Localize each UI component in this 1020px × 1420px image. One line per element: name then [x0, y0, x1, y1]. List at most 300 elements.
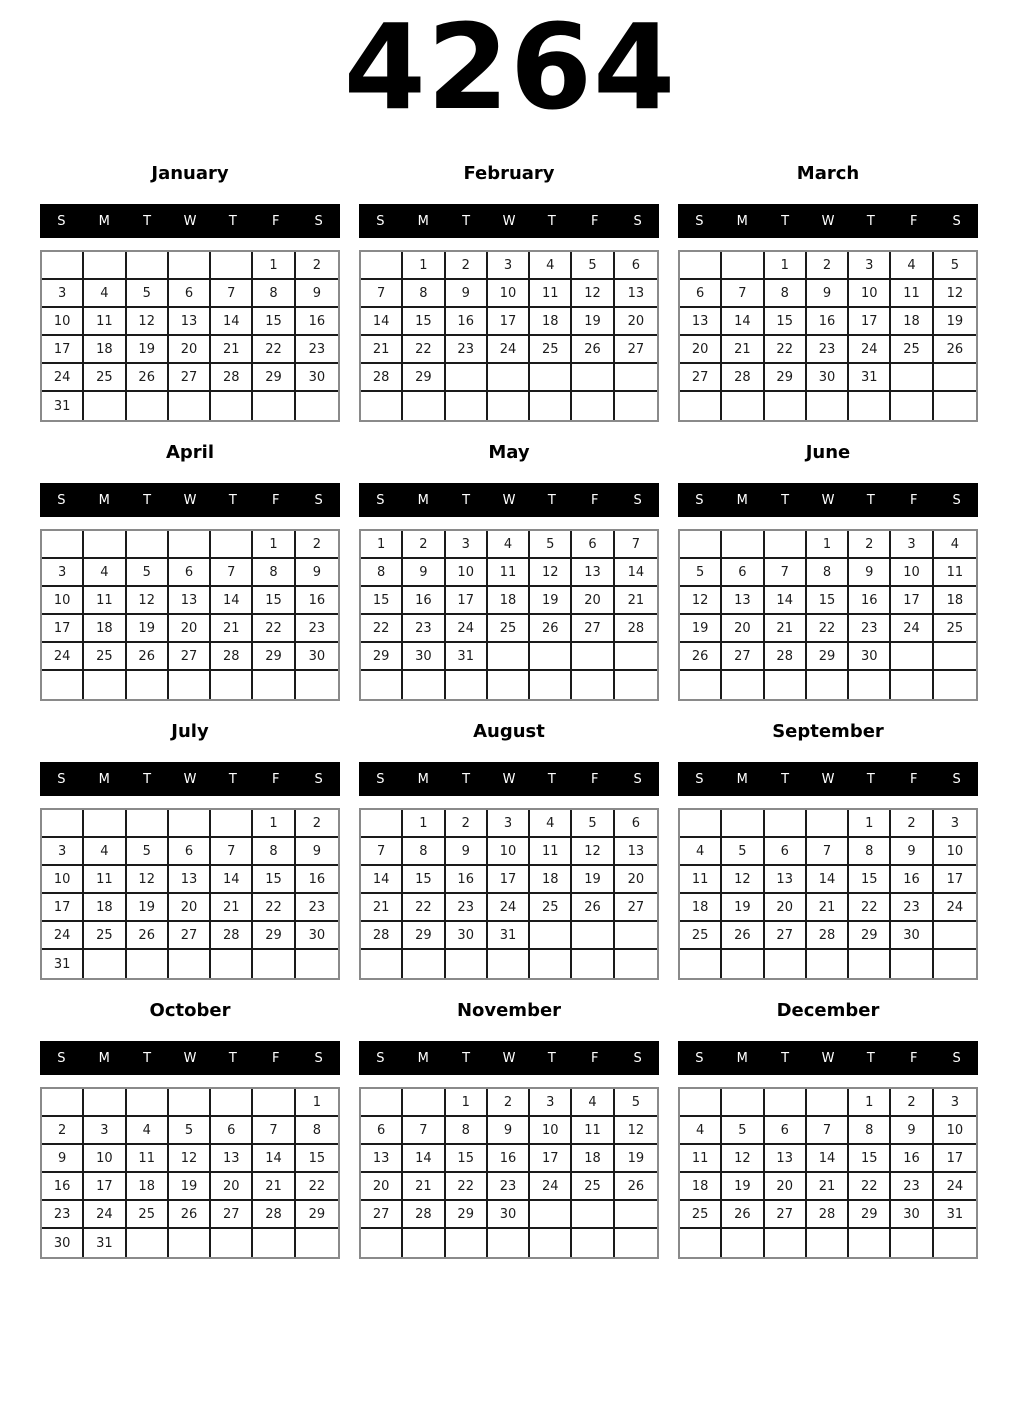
day-cell: 16	[296, 587, 338, 615]
day-cell: 9	[807, 280, 849, 308]
day-cell: 6	[765, 838, 807, 866]
day-cell: 28	[765, 643, 807, 671]
day-of-week-header	[40, 1041, 340, 1075]
empty-day-cell	[615, 1201, 657, 1229]
day-cell: 14	[211, 866, 253, 894]
empty-day-cell	[84, 810, 126, 838]
day-cell: 5	[127, 838, 169, 866]
month-block	[678, 710, 978, 980]
day-cell: 10	[934, 838, 976, 866]
day-cell: 11	[572, 1117, 614, 1145]
day-cell: 25	[84, 364, 126, 392]
day-cell: 11	[84, 866, 126, 894]
day-cell: 17	[84, 1173, 126, 1201]
day-cell: 30	[891, 1201, 933, 1229]
day-cell: 8	[765, 280, 807, 308]
empty-day-cell	[807, 1089, 849, 1117]
day-cell: 27	[615, 894, 657, 922]
day-cell: 26	[722, 922, 764, 950]
day-of-week-label: S	[695, 771, 704, 787]
day-cell: 12	[615, 1117, 657, 1145]
day-of-week-label: S	[952, 213, 961, 229]
day-cell: 24	[84, 1201, 126, 1229]
empty-day-cell	[572, 922, 614, 950]
day-cell: 12	[127, 587, 169, 615]
empty-day-cell	[934, 364, 976, 392]
day-cell: 18	[84, 615, 126, 643]
day-cell: 10	[934, 1117, 976, 1145]
empty-day-cell	[530, 643, 572, 671]
day-of-week-label: W	[183, 771, 197, 787]
day-cell: 31	[849, 364, 891, 392]
empty-day-cell	[934, 643, 976, 671]
day-cell: 3	[42, 280, 84, 308]
day-cell: 19	[680, 615, 722, 643]
day-cell: 9	[403, 559, 445, 587]
day-cell: 7	[403, 1117, 445, 1145]
empty-day-cell	[127, 392, 169, 420]
day-cell: 9	[296, 559, 338, 587]
day-cell: 15	[253, 587, 295, 615]
day-cell: 4	[572, 1089, 614, 1117]
month-block	[359, 431, 659, 701]
empty-day-cell	[849, 671, 891, 699]
day-of-week-label: W	[821, 492, 835, 508]
day-cell: 30	[296, 922, 338, 950]
month-block	[678, 431, 978, 701]
empty-day-cell	[680, 392, 722, 420]
day-cell: 29	[849, 922, 891, 950]
empty-day-cell	[296, 950, 338, 978]
empty-day-cell	[253, 1089, 295, 1117]
empty-day-cell	[765, 671, 807, 699]
day-cell: 24	[891, 615, 933, 643]
day-of-week-label: S	[314, 771, 323, 787]
empty-day-cell	[169, 950, 211, 978]
day-cell: 27	[722, 643, 764, 671]
day-cell: 21	[765, 615, 807, 643]
day-cell: 30	[296, 643, 338, 671]
day-cell: 15	[446, 1145, 488, 1173]
day-cell: 29	[296, 1201, 338, 1229]
day-cell: 14	[361, 866, 403, 894]
day-of-week-label: T	[143, 1050, 152, 1066]
day-of-week-label: S	[695, 1050, 704, 1066]
day-cell: 12	[680, 587, 722, 615]
day-cell: 21	[403, 1173, 445, 1201]
day-cell: 18	[84, 336, 126, 364]
day-cell: 25	[934, 615, 976, 643]
day-of-week-label: S	[633, 492, 642, 508]
empty-day-cell	[42, 1089, 84, 1117]
month-days-grid	[678, 529, 978, 701]
day-cell: 11	[530, 280, 572, 308]
day-cell: 27	[169, 922, 211, 950]
day-cell: 7	[361, 838, 403, 866]
empty-day-cell	[361, 950, 403, 978]
day-cell: 4	[127, 1117, 169, 1145]
month-title: December	[776, 999, 880, 1021]
year-title: 4264	[343, 0, 677, 136]
empty-day-cell	[891, 364, 933, 392]
day-cell: 24	[42, 364, 84, 392]
day-cell: 1	[403, 252, 445, 280]
day-of-week-label: S	[57, 1050, 66, 1066]
day-cell: 31	[42, 950, 84, 978]
day-cell: 20	[722, 615, 764, 643]
day-of-week-label: F	[909, 492, 918, 508]
day-cell: 14	[403, 1145, 445, 1173]
month-block	[678, 152, 978, 422]
day-of-week-label: T	[866, 213, 875, 229]
day-cell: 17	[42, 894, 84, 922]
day-of-week-label: T	[781, 771, 790, 787]
empty-day-cell	[530, 950, 572, 978]
empty-day-cell	[722, 950, 764, 978]
day-cell: 29	[446, 1201, 488, 1229]
day-cell: 24	[488, 336, 530, 364]
day-cell: 11	[934, 559, 976, 587]
day-cell: 1	[765, 252, 807, 280]
empty-day-cell	[361, 810, 403, 838]
day-cell: 12	[572, 280, 614, 308]
day-cell: 2	[891, 1089, 933, 1117]
day-cell: 13	[211, 1145, 253, 1173]
empty-day-cell	[488, 950, 530, 978]
day-of-week-label: T	[547, 771, 556, 787]
empty-day-cell	[530, 671, 572, 699]
day-cell: 20	[169, 894, 211, 922]
day-cell: 23	[807, 336, 849, 364]
empty-day-cell	[127, 950, 169, 978]
month-title: April	[165, 441, 215, 463]
day-cell: 18	[891, 308, 933, 336]
day-cell: 23	[403, 615, 445, 643]
day-cell: 31	[488, 922, 530, 950]
day-cell: 18	[680, 894, 722, 922]
day-cell: 10	[488, 838, 530, 866]
day-cell: 12	[127, 866, 169, 894]
day-cell: 23	[891, 1173, 933, 1201]
day-cell: 27	[765, 1201, 807, 1229]
day-cell: 16	[296, 866, 338, 894]
empty-day-cell	[403, 392, 445, 420]
day-cell: 14	[807, 1145, 849, 1173]
day-cell: 4	[530, 252, 572, 280]
day-cell: 14	[211, 587, 253, 615]
month-block	[40, 431, 340, 701]
day-cell: 11	[891, 280, 933, 308]
month-days-grid	[359, 529, 659, 701]
day-cell: 6	[211, 1117, 253, 1145]
day-cell: 15	[361, 587, 403, 615]
empty-day-cell	[169, 671, 211, 699]
empty-day-cell	[296, 671, 338, 699]
day-of-week-label: T	[462, 771, 471, 787]
day-of-week-label: T	[462, 1050, 471, 1066]
day-cell: 6	[169, 559, 211, 587]
day-of-week-label: F	[271, 771, 280, 787]
day-cell: 24	[42, 922, 84, 950]
day-cell: 4	[680, 838, 722, 866]
day-cell: 26	[127, 364, 169, 392]
month-title: March	[796, 162, 860, 184]
month-title: August	[473, 720, 545, 742]
day-cell: 29	[253, 364, 295, 392]
empty-day-cell	[127, 671, 169, 699]
day-cell: 8	[361, 559, 403, 587]
day-cell: 18	[680, 1173, 722, 1201]
day-of-week-label: T	[547, 492, 556, 508]
day-cell: 29	[849, 1201, 891, 1229]
empty-day-cell	[530, 1201, 572, 1229]
day-cell: 21	[615, 587, 657, 615]
day-of-week-label: W	[821, 213, 835, 229]
day-cell: 27	[169, 643, 211, 671]
day-of-week-label: M	[98, 213, 110, 229]
day-of-week-label: S	[633, 771, 642, 787]
day-cell: 21	[211, 336, 253, 364]
day-of-week-label: T	[228, 771, 237, 787]
day-cell: 28	[807, 1201, 849, 1229]
month-block	[40, 710, 340, 980]
day-cell: 2	[296, 252, 338, 280]
empty-day-cell	[530, 364, 572, 392]
day-of-week-label: T	[228, 1050, 237, 1066]
empty-day-cell	[765, 1089, 807, 1117]
empty-day-cell	[361, 1089, 403, 1117]
day-cell: 4	[680, 1117, 722, 1145]
day-cell: 7	[765, 559, 807, 587]
day-of-week-label: T	[143, 213, 152, 229]
empty-day-cell	[253, 1229, 295, 1257]
day-cell: 17	[934, 1145, 976, 1173]
day-cell: 17	[42, 336, 84, 364]
day-of-week-label: W	[502, 771, 516, 787]
empty-day-cell	[84, 392, 126, 420]
day-of-week-label: T	[462, 213, 471, 229]
day-cell: 17	[488, 866, 530, 894]
day-of-week-label: M	[417, 771, 429, 787]
month-title: September	[772, 720, 884, 742]
month-days-grid	[359, 250, 659, 422]
day-cell: 24	[488, 894, 530, 922]
day-of-week-label: S	[57, 771, 66, 787]
day-cell: 9	[42, 1145, 84, 1173]
day-cell: 17	[530, 1145, 572, 1173]
day-cell: 1	[253, 531, 295, 559]
day-cell: 29	[765, 364, 807, 392]
day-cell: 31	[42, 392, 84, 420]
day-cell: 29	[253, 922, 295, 950]
day-cell: 20	[361, 1173, 403, 1201]
empty-day-cell	[765, 1229, 807, 1257]
empty-day-cell	[891, 1229, 933, 1257]
empty-day-cell	[127, 252, 169, 280]
month-title: January	[151, 162, 229, 184]
day-of-week-label: S	[952, 771, 961, 787]
day-cell: 23	[296, 615, 338, 643]
day-cell: 15	[849, 1145, 891, 1173]
day-cell: 23	[42, 1201, 84, 1229]
day-cell: 11	[530, 838, 572, 866]
empty-day-cell	[530, 1229, 572, 1257]
day-cell: 29	[361, 643, 403, 671]
day-of-week-label: S	[314, 213, 323, 229]
day-cell: 6	[169, 280, 211, 308]
day-cell: 27	[572, 615, 614, 643]
day-cell: 27	[169, 364, 211, 392]
day-of-week-label: M	[736, 213, 748, 229]
day-cell: 16	[488, 1145, 530, 1173]
empty-day-cell	[488, 392, 530, 420]
day-cell: 5	[127, 559, 169, 587]
day-of-week-label: F	[909, 1050, 918, 1066]
month-days-grid	[40, 808, 340, 980]
day-cell: 20	[572, 587, 614, 615]
day-cell: 2	[891, 810, 933, 838]
empty-day-cell	[722, 1229, 764, 1257]
day-cell: 10	[488, 280, 530, 308]
empty-day-cell	[361, 392, 403, 420]
day-of-week-label: S	[695, 213, 704, 229]
day-cell: 9	[849, 559, 891, 587]
day-cell: 17	[42, 615, 84, 643]
day-cell: 21	[211, 894, 253, 922]
empty-day-cell	[849, 392, 891, 420]
day-cell: 29	[403, 364, 445, 392]
day-cell: 3	[84, 1117, 126, 1145]
month-days-grid	[40, 529, 340, 701]
day-of-week-label: F	[271, 492, 280, 508]
empty-day-cell	[211, 1229, 253, 1257]
empty-day-cell	[361, 671, 403, 699]
day-of-week-label: T	[228, 492, 237, 508]
day-cell: 8	[807, 559, 849, 587]
day-of-week-label: W	[821, 771, 835, 787]
month-block	[359, 710, 659, 980]
day-cell: 15	[849, 866, 891, 894]
day-cell: 16	[446, 866, 488, 894]
day-of-week-label: M	[98, 1050, 110, 1066]
month-block	[359, 989, 659, 1259]
empty-day-cell	[934, 1229, 976, 1257]
day-cell: 13	[169, 587, 211, 615]
day-cell: 28	[211, 364, 253, 392]
day-cell: 16	[42, 1173, 84, 1201]
day-cell: 20	[680, 336, 722, 364]
day-of-week-label: S	[695, 492, 704, 508]
day-cell: 2	[296, 531, 338, 559]
empty-day-cell	[403, 671, 445, 699]
day-cell: 19	[169, 1173, 211, 1201]
day-cell: 13	[722, 587, 764, 615]
day-of-week-label: T	[228, 213, 237, 229]
day-cell: 10	[42, 866, 84, 894]
day-cell: 15	[253, 308, 295, 336]
empty-day-cell	[934, 392, 976, 420]
day-cell: 25	[572, 1173, 614, 1201]
day-cell: 7	[722, 280, 764, 308]
empty-day-cell	[680, 810, 722, 838]
month-title: May	[488, 441, 530, 463]
day-cell: 29	[807, 643, 849, 671]
day-cell: 16	[891, 1145, 933, 1173]
day-cell: 2	[296, 810, 338, 838]
day-cell: 13	[169, 308, 211, 336]
day-cell: 28	[807, 922, 849, 950]
day-cell: 4	[488, 531, 530, 559]
day-cell: 22	[765, 336, 807, 364]
month-days-grid	[678, 250, 978, 422]
day-cell: 27	[680, 364, 722, 392]
empty-day-cell	[488, 1229, 530, 1257]
day-cell: 4	[84, 280, 126, 308]
day-cell: 8	[446, 1117, 488, 1145]
day-of-week-label: S	[57, 213, 66, 229]
day-cell: 22	[253, 615, 295, 643]
empty-day-cell	[253, 392, 295, 420]
day-cell: 18	[572, 1145, 614, 1173]
day-cell: 16	[891, 866, 933, 894]
day-cell: 7	[211, 280, 253, 308]
day-cell: 3	[849, 252, 891, 280]
day-cell: 9	[446, 838, 488, 866]
day-cell: 3	[446, 531, 488, 559]
empty-day-cell	[530, 922, 572, 950]
day-cell: 6	[722, 559, 764, 587]
day-cell: 6	[361, 1117, 403, 1145]
day-cell: 7	[807, 838, 849, 866]
day-cell: 7	[253, 1117, 295, 1145]
empty-day-cell	[891, 950, 933, 978]
day-cell: 2	[488, 1089, 530, 1117]
day-of-week-label: S	[314, 492, 323, 508]
month-title: October	[149, 999, 231, 1021]
day-cell: 8	[296, 1117, 338, 1145]
day-cell: 9	[488, 1117, 530, 1145]
day-cell: 26	[127, 643, 169, 671]
day-cell: 8	[403, 280, 445, 308]
day-cell: 3	[891, 531, 933, 559]
day-cell: 10	[530, 1117, 572, 1145]
day-cell: 14	[722, 308, 764, 336]
empty-day-cell	[42, 531, 84, 559]
empty-day-cell	[84, 531, 126, 559]
day-cell: 27	[211, 1201, 253, 1229]
day-of-week-label: S	[376, 213, 385, 229]
day-of-week-header	[678, 204, 978, 238]
day-cell: 1	[361, 531, 403, 559]
day-cell: 6	[765, 1117, 807, 1145]
day-cell: 13	[572, 559, 614, 587]
day-cell: 21	[253, 1173, 295, 1201]
empty-day-cell	[253, 671, 295, 699]
month-title: June	[805, 441, 851, 463]
day-cell: 27	[765, 922, 807, 950]
day-cell: 16	[807, 308, 849, 336]
day-cell: 2	[446, 810, 488, 838]
empty-day-cell	[934, 922, 976, 950]
day-of-week-label: W	[183, 1050, 197, 1066]
empty-day-cell	[722, 1089, 764, 1117]
day-of-week-label: S	[633, 213, 642, 229]
day-cell: 9	[891, 1117, 933, 1145]
day-cell: 10	[446, 559, 488, 587]
day-cell: 4	[84, 559, 126, 587]
day-cell: 23	[446, 894, 488, 922]
day-of-week-header	[40, 762, 340, 796]
